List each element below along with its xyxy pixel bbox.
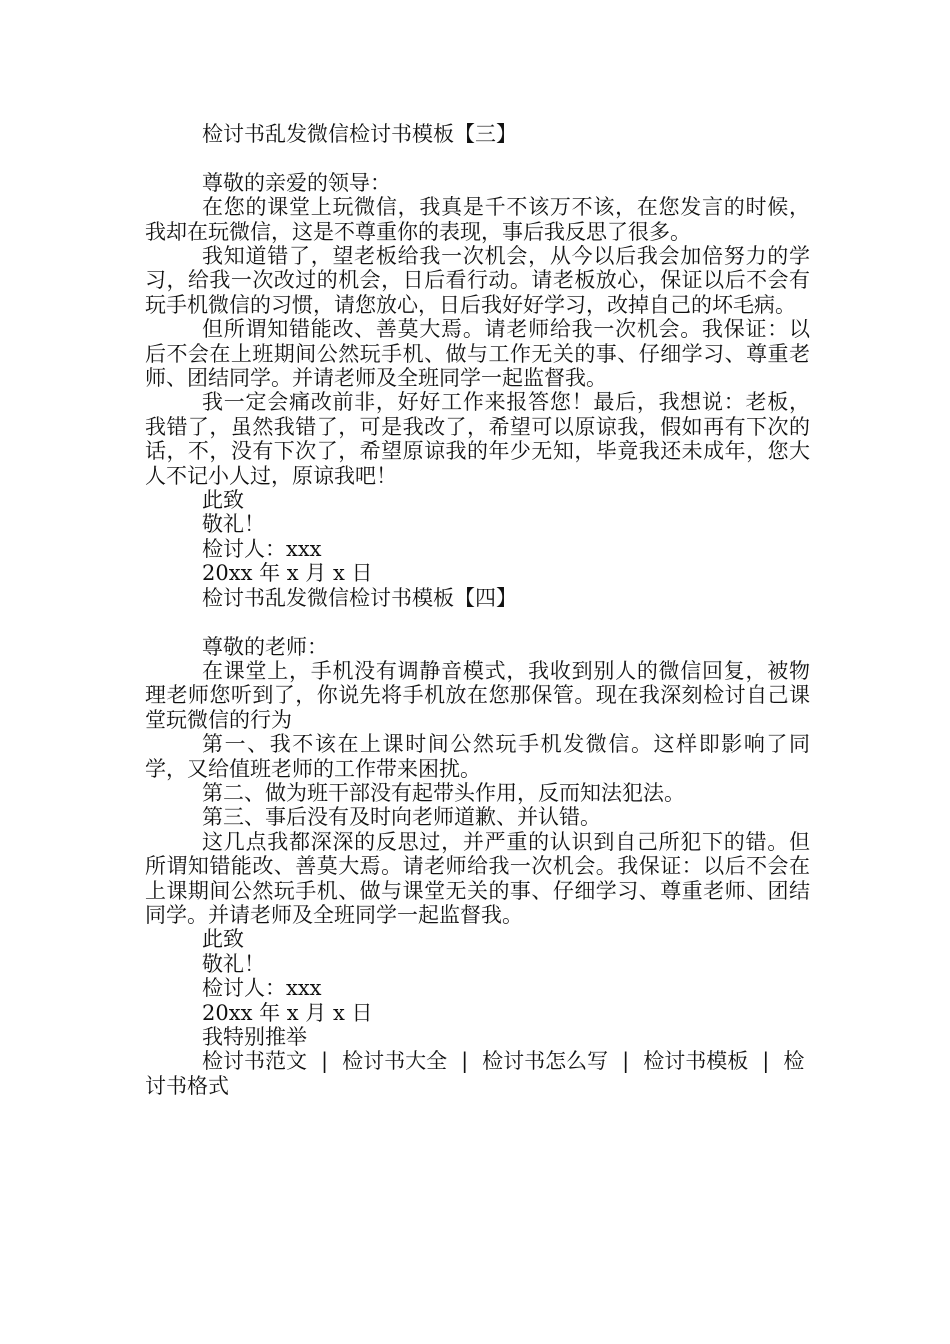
section-3-paragraph: 但所谓知错能改、善莫大焉。请老师给我一次机会。我保证：以后不会在上班期间公然玩手机、做与工作无关的事、仔细学习、尊重老师、团结同学。并请老师及全班同学一起监督我。: [145, 317, 810, 391]
link-jiantaoshu-moban[interactable]: 检讨书模板: [643, 1049, 749, 1074]
link-jiantaoshu-fanwen[interactable]: 检讨书范文: [202, 1049, 307, 1074]
link-separator: |: [321, 1049, 329, 1074]
section-4-paragraph: 第一、我不该在上课时间公然玩手机发微信。这样即影响了同学，又给值班老师的工作带来困扰。: [145, 732, 810, 781]
section-4-closing-2: 敬礼！: [202, 951, 265, 976]
link-separator: |: [622, 1049, 630, 1074]
section-4-paragraph: 在课堂上，手机没有调静音模式，我收到别人的微信回复，被物理老师您听到了，你说先将手机放在您那保管。现在我深刻检讨自己课堂玩微信的行为: [145, 658, 810, 732]
section-3-closing-2: 敬礼！: [202, 512, 265, 537]
section-3-signer: 检讨人：xxx: [202, 536, 322, 561]
section-3-paragraph: 我知道错了，望老板给我一次机会，从今以后我会加倍努力的学习，给我一次改过的机会，日后看行动。请老板放心，保证以后不会有玩手机微信的习惯，请您放心，日后我好好学习，改掉自己的坏毛病。: [145, 244, 810, 317]
link-jiantaoshu-geshi[interactable]: 检讨书格式: [145, 1049, 805, 1098]
blank-line: [145, 146, 810, 170]
document-body: [145, 122, 810, 1098]
section-3-title: 检讨书乱发微信检讨书模板【三】: [202, 122, 517, 146]
section-4-paragraph: 这几点我都深深的反思过，并严重的认识到自己所犯下的错。但所谓知错能改、善莫大焉。请老师给我一次机会。我保证：以后不会在上课期间公然玩手机、做与课堂无关的事、仔细学习、尊重老师、团结同学。并请老师及全班同学一起监督我。: [145, 829, 810, 927]
recommend-heading: 我特别推举: [202, 1025, 307, 1049]
link-separator: |: [762, 1049, 770, 1074]
section-3-date: 20xx 年 x 月 x 日: [202, 561, 373, 586]
section-4-paragraph: 第二、做为班干部没有起带头作用，反而知法犯法。: [202, 780, 685, 805]
section-3-salutation: 尊敬的亲爱的领导：: [202, 170, 391, 195]
section-3-paragraph: 在您的课堂上玩微信，我真是千不该万不该，在您发言的时候，我却在玩微信，这是不尊重你的表现，事后我反思了很多。: [145, 195, 810, 244]
link-jiantaoshu-daquan[interactable]: 检讨书大全: [342, 1049, 448, 1074]
section-4-closing-1: 此致: [202, 927, 244, 952]
link-separator: |: [461, 1049, 469, 1074]
section-4-salutation: 尊敬的老师：: [202, 634, 328, 659]
section-3-closing-1: 此致: [202, 488, 244, 513]
section-4-title: 检讨书乱发微信检讨书模板【四】: [202, 585, 517, 610]
link-jiantaoshu-zenmexie[interactable]: 检讨书怎么写: [482, 1049, 609, 1074]
section-4-date: 20xx 年 x 月 x 日: [202, 1000, 373, 1025]
recommend-links: [145, 1049, 810, 1098]
section-3-paragraph: 我一定会痛改前非，好好工作来报答您！最后，我想说：老板，我错了，虽然我错了，可是我改了，希望可以原谅我，假如再有下次的话，不，没有下次了，希望原谅我的年少无知，毕竟我还未成年，您大人不记小人过，原谅我吧！: [145, 390, 810, 488]
blank-line: [145, 610, 810, 634]
section-4-paragraph: 第三、事后没有及时向老师道歉、并认错。: [202, 805, 601, 830]
section-4-signer: 检讨人：xxx: [202, 976, 322, 1001]
